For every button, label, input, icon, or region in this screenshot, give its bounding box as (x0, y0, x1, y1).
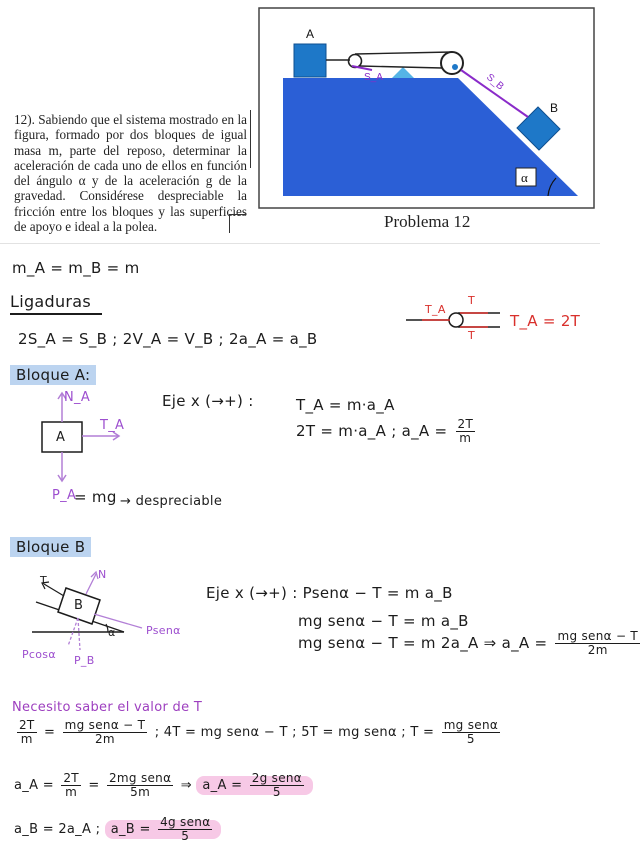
bloque-b-eq3 (298, 630, 643, 657)
bloque-a-title-text: Bloque A: (10, 365, 96, 385)
bloque-a-eq2 (296, 418, 478, 445)
solve-l2-res-frac (250, 772, 304, 799)
solve-l2-eq: = (88, 778, 100, 793)
pulley-t-top-label: T (468, 294, 476, 307)
rope-bottom (360, 66, 442, 68)
pulley-result: T_A = 2T (510, 312, 581, 330)
solve-l1-b-num: mg senα − T (64, 718, 146, 732)
problem-statement: 12). Sabiendo que el sistema mostrado en la figura, formado por dos bloques de igual masa m, parte del reposo, determinar la aceleración de cada uno de ellos en función del ángulo α y de la aceleración g de la gravedad. Considérese despreciable la fricción entre los bloques y las superficies de apoyo e ideal a la polea. (14, 112, 247, 235)
solve-l2-b-den: 5m (130, 785, 151, 799)
solve-l2-frac-a (61, 772, 81, 799)
solve-l2-result (196, 771, 313, 799)
solve-line-3 (14, 816, 221, 843)
fig-label-sa: S_A (364, 72, 383, 83)
bloque-b-eq3-num: mg senα − T (557, 629, 639, 643)
solve-l3-res-den: 5 (181, 829, 190, 843)
solve-l1-eq: = (44, 725, 56, 740)
rope-top (355, 52, 452, 54)
bloque-b-eq3-frac (555, 630, 640, 657)
bloque-b-eq2: mg senα − T = m a_B (298, 612, 469, 630)
bloque-a-block-label: A (56, 430, 66, 445)
bloque-b-t: T (40, 574, 48, 587)
solve-l2-arrow: ⇒ (180, 778, 192, 793)
bloque-b-eq3-den: 2m (587, 643, 608, 657)
bloque-a-pa: P_A (52, 488, 77, 503)
solve-line-2 (14, 772, 313, 799)
bloque-a-weight: = mg (74, 488, 117, 506)
solve-l3-res-lead: a_B = (110, 822, 151, 837)
solve-l2-res-lead: a_A = (202, 778, 243, 793)
problem-figure (0, 0, 600, 240)
bloque-b-pb: P_B (74, 654, 95, 667)
wedge (392, 67, 414, 78)
bloque-b-pcos: Pcosα (22, 648, 56, 661)
solve-l2-frac-b (107, 772, 173, 799)
bloque-b-title-text: Bloque B (10, 537, 91, 557)
solve-l1-frac-a (17, 719, 37, 746)
solve-l2-b-num: 2mg senα (108, 771, 172, 785)
bloque-a-eq1: T_A = m·a_A (296, 396, 395, 414)
bloque-a-title (10, 366, 96, 384)
bloque-b-n: N (98, 568, 107, 581)
ligaduras-title: Ligaduras (10, 292, 92, 311)
pulley-ta-label: T_A (425, 303, 446, 316)
solve-line-1 (14, 719, 503, 746)
pulley-small (349, 55, 362, 68)
fig-label-a: A (306, 27, 315, 41)
figure-caption: Problema 12 (384, 212, 471, 231)
fig-label-alpha: α (521, 170, 528, 185)
solve-l1-frac-c (442, 719, 500, 746)
solve-l2-lead: a_A = (14, 778, 54, 793)
solve-l2-a-den: m (65, 785, 78, 799)
solve-l2-res-num: 2g senα (251, 771, 303, 785)
solve-l1-c-num: mg senα (443, 718, 499, 732)
solve-l3-res-frac (158, 816, 212, 843)
section-divider (0, 243, 600, 244)
bloque-a-eq2-den: m (459, 431, 472, 445)
fig-label-b: B (550, 101, 559, 115)
bloque-a-eq2-frac (456, 418, 476, 445)
bloque-a-weight-note: → despreciable (120, 494, 223, 509)
bloque-b-eje: Eje x (→+) : Psenα − T = m a_B (206, 584, 453, 602)
masses-equation: m_A = m_B = m (12, 259, 140, 277)
ligaduras-underline (10, 313, 102, 315)
solve-title: Necesito saber el valor de T (12, 700, 203, 715)
solve-l1-frac-b (63, 719, 148, 746)
bloque-a-eje: Eje x (→+) : (162, 392, 254, 410)
bloque-a-ta: T_A (100, 418, 125, 433)
block-a (294, 44, 326, 77)
pulley-big (441, 52, 463, 74)
pulley-axle (452, 64, 458, 70)
bloque-b-psen: Psenα (146, 624, 181, 637)
fig-label-sb: S_B (484, 71, 506, 93)
bloque-a-eq2-left: 2T = m·a_A ; a_A = (296, 422, 448, 440)
solve-l2-a-num: 2T (63, 771, 79, 785)
bloque-b-alpha: α (108, 626, 116, 639)
pulley-t-bottom-label: T (468, 329, 476, 342)
solve-l1-b-den: 2m (94, 732, 115, 746)
ligaduras-equation: 2S_A = S_B ; 2V_A = V_B ; 2a_A = a_B (18, 330, 318, 348)
bloque-b-eq3-left: mg senα − T = m 2a_A ⇒ a_A = (298, 634, 548, 652)
bloque-b-title (10, 538, 91, 556)
solve-l1-a-den: m (20, 732, 33, 746)
solve-l1-a-num: 2T (19, 718, 35, 732)
bloque-a-na: N_A (64, 390, 91, 405)
bloque-a-eq2-num: 2T (457, 417, 474, 431)
solve-l3-res-num: 4g senα (160, 815, 211, 829)
solve-l1-c-den: 5 (466, 732, 475, 746)
solve-l1-rest: ; 4T = mg senα − T ; 5T = mg senα ; T = (154, 725, 435, 740)
solve-l3-lead: a_B = 2a_A ; (14, 822, 101, 837)
bloque-b-block-label: B (74, 598, 84, 613)
solve-l3-result (105, 815, 222, 843)
solve-l2-res-den: 5 (272, 785, 281, 799)
